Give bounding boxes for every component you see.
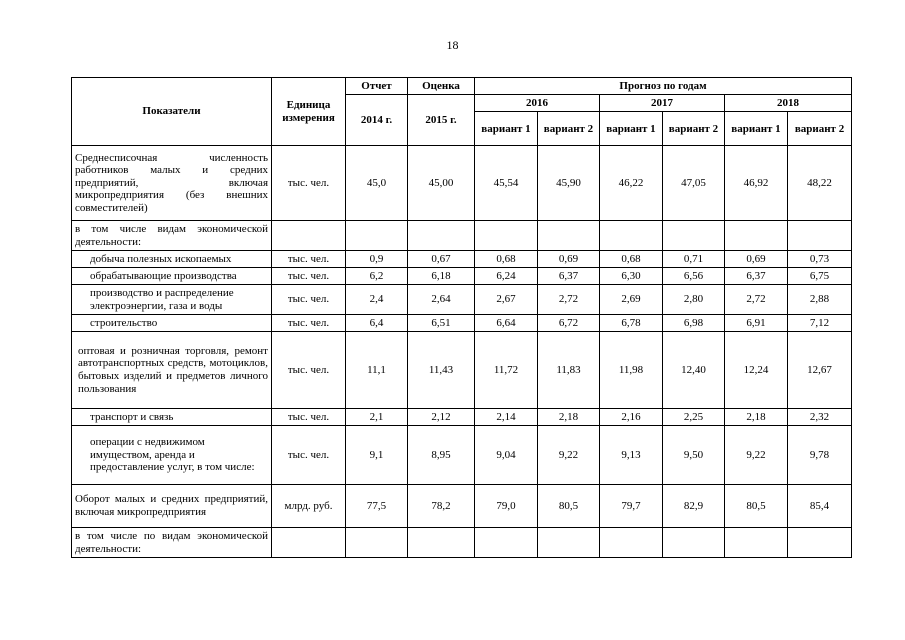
value-cell: 11,83 <box>538 332 600 409</box>
header-estimate: Оценка <box>408 78 475 95</box>
value-cell: 2,72 <box>538 285 600 315</box>
value-cell: 6,4 <box>346 315 408 332</box>
table-body <box>72 146 852 558</box>
value-cell: 45,90 <box>538 146 600 221</box>
header-forecast: Прогноз по годам <box>475 78 852 95</box>
value-cell: 6,18 <box>408 268 475 285</box>
value-cell: 11,72 <box>475 332 538 409</box>
value-cell <box>538 221 600 251</box>
header-year-2017: 2017 <box>600 95 725 112</box>
header-variant-1: вариант 1 <box>725 112 788 146</box>
value-cell: 6,78 <box>600 315 663 332</box>
table-row <box>72 221 852 251</box>
value-cell <box>725 528 788 558</box>
row-unit: млрд. руб. <box>272 485 346 528</box>
value-cell: 6,24 <box>475 268 538 285</box>
value-cell: 9,78 <box>788 426 852 485</box>
row-label: Оборот малых и средних предприятий, включая микропредприятия <box>72 485 272 528</box>
value-cell: 6,56 <box>663 268 725 285</box>
value-cell: 6,51 <box>408 315 475 332</box>
row-unit <box>272 528 346 558</box>
value-cell <box>475 221 538 251</box>
row-label: транспорт и связь <box>72 409 272 426</box>
value-cell: 6,98 <box>663 315 725 332</box>
value-cell <box>663 221 725 251</box>
value-cell: 80,5 <box>725 485 788 528</box>
value-cell <box>788 528 852 558</box>
value-cell <box>788 221 852 251</box>
header-year-2018: 2018 <box>725 95 852 112</box>
value-cell: 6,37 <box>538 268 600 285</box>
value-cell <box>600 528 663 558</box>
value-cell: 12,40 <box>663 332 725 409</box>
value-cell: 85,4 <box>788 485 852 528</box>
row-label: производство и распределение электроэнергии, газа и воды <box>72 285 272 315</box>
value-cell: 6,91 <box>725 315 788 332</box>
value-cell <box>346 528 408 558</box>
header-row-1 <box>72 78 852 95</box>
value-cell: 45,00 <box>408 146 475 221</box>
value-cell: 11,1 <box>346 332 408 409</box>
row-label: операции с недвижимом имуществом, аренда и предоставление услуг, в том числе: <box>72 426 272 485</box>
value-cell: 9,1 <box>346 426 408 485</box>
value-cell: 12,24 <box>725 332 788 409</box>
page-number: 18 <box>446 38 459 52</box>
row-unit <box>272 221 346 251</box>
table-row <box>72 528 852 558</box>
value-cell <box>663 528 725 558</box>
value-cell: 78,2 <box>408 485 475 528</box>
value-cell: 2,25 <box>663 409 725 426</box>
value-cell: 9,04 <box>475 426 538 485</box>
value-cell: 0,69 <box>538 251 600 268</box>
header-year-2014: 2014 г. <box>346 95 408 146</box>
table-row <box>72 285 852 315</box>
header-unit: Единица измерения <box>272 78 346 146</box>
row-unit: тыс. чел. <box>272 332 346 409</box>
value-cell: 9,13 <box>600 426 663 485</box>
value-cell: 11,43 <box>408 332 475 409</box>
table-row <box>72 315 852 332</box>
value-cell <box>725 221 788 251</box>
value-cell: 48,22 <box>788 146 852 221</box>
value-cell: 6,37 <box>725 268 788 285</box>
table-row <box>72 426 852 485</box>
value-cell: 0,68 <box>475 251 538 268</box>
value-cell: 9,22 <box>725 426 788 485</box>
header-variant-1: вариант 1 <box>475 112 538 146</box>
value-cell: 2,14 <box>475 409 538 426</box>
value-cell <box>408 221 475 251</box>
value-cell: 2,12 <box>408 409 475 426</box>
value-cell: 47,05 <box>663 146 725 221</box>
value-cell <box>538 528 600 558</box>
value-cell: 46,92 <box>725 146 788 221</box>
header-variant-1: вариант 1 <box>600 112 663 146</box>
header-report: Отчет <box>346 78 408 95</box>
table-row <box>72 268 852 285</box>
row-label: добыча полезных ископаемых <box>72 251 272 268</box>
value-cell: 79,7 <box>600 485 663 528</box>
value-cell: 8,95 <box>408 426 475 485</box>
value-cell: 6,30 <box>600 268 663 285</box>
row-label: в том числе по видам экономической деятельности: <box>72 528 272 558</box>
value-cell: 0,68 <box>600 251 663 268</box>
table-row <box>72 251 852 268</box>
value-cell: 82,9 <box>663 485 725 528</box>
row-label: обрабатывающие производства <box>72 268 272 285</box>
value-cell: 6,2 <box>346 268 408 285</box>
row-unit: тыс. чел. <box>272 315 346 332</box>
value-cell: 7,12 <box>788 315 852 332</box>
header-indicators: Показатели <box>72 78 272 146</box>
value-cell: 45,54 <box>475 146 538 221</box>
value-cell: 2,16 <box>600 409 663 426</box>
value-cell: 6,64 <box>475 315 538 332</box>
value-cell: 2,32 <box>788 409 852 426</box>
row-label: строительство <box>72 315 272 332</box>
header-variant-2: вариант 2 <box>538 112 600 146</box>
row-unit: тыс. чел. <box>272 409 346 426</box>
value-cell: 2,88 <box>788 285 852 315</box>
value-cell: 9,22 <box>538 426 600 485</box>
value-cell: 0,71 <box>663 251 725 268</box>
value-cell: 80,5 <box>538 485 600 528</box>
table-row <box>72 332 852 409</box>
table-row <box>72 146 852 221</box>
value-cell: 2,18 <box>538 409 600 426</box>
row-label: оптовая и розничная торговля, ремонт автотранспортных средств, мотоциклов, бытовых изделий и предметов личного пользования <box>72 332 272 409</box>
value-cell: 2,64 <box>408 285 475 315</box>
value-cell: 12,67 <box>788 332 852 409</box>
value-cell: 0,9 <box>346 251 408 268</box>
table-row <box>72 409 852 426</box>
value-cell: 11,98 <box>600 332 663 409</box>
value-cell: 0,67 <box>408 251 475 268</box>
header-year-2015: 2015 г. <box>408 95 475 146</box>
value-cell: 2,67 <box>475 285 538 315</box>
row-unit: тыс. чел. <box>272 268 346 285</box>
value-cell: 2,80 <box>663 285 725 315</box>
table-row <box>72 485 852 528</box>
value-cell: 79,0 <box>475 485 538 528</box>
row-unit: тыс. чел. <box>272 146 346 221</box>
value-cell: 2,72 <box>725 285 788 315</box>
value-cell <box>408 528 475 558</box>
value-cell: 2,1 <box>346 409 408 426</box>
value-cell <box>346 221 408 251</box>
row-unit: тыс. чел. <box>272 251 346 268</box>
value-cell: 2,69 <box>600 285 663 315</box>
row-unit: тыс. чел. <box>272 426 346 485</box>
value-cell: 2,18 <box>725 409 788 426</box>
row-label: Среднесписочная численность работников малых и средних предприятий, включая микропредприятия (без внешних совместителей) <box>72 146 272 221</box>
value-cell <box>600 221 663 251</box>
value-cell: 0,69 <box>725 251 788 268</box>
value-cell: 0,73 <box>788 251 852 268</box>
value-cell: 6,72 <box>538 315 600 332</box>
value-cell <box>475 528 538 558</box>
forecast-table <box>71 77 852 558</box>
header-year-2016: 2016 <box>475 95 600 112</box>
header-variant-2: вариант 2 <box>788 112 852 146</box>
value-cell: 46,22 <box>600 146 663 221</box>
header-variant-2: вариант 2 <box>663 112 725 146</box>
value-cell: 6,75 <box>788 268 852 285</box>
row-unit: тыс. чел. <box>272 285 346 315</box>
row-label: в том числе видам экономической деятельности: <box>72 221 272 251</box>
value-cell: 2,4 <box>346 285 408 315</box>
value-cell: 45,0 <box>346 146 408 221</box>
value-cell: 9,50 <box>663 426 725 485</box>
value-cell: 77,5 <box>346 485 408 528</box>
